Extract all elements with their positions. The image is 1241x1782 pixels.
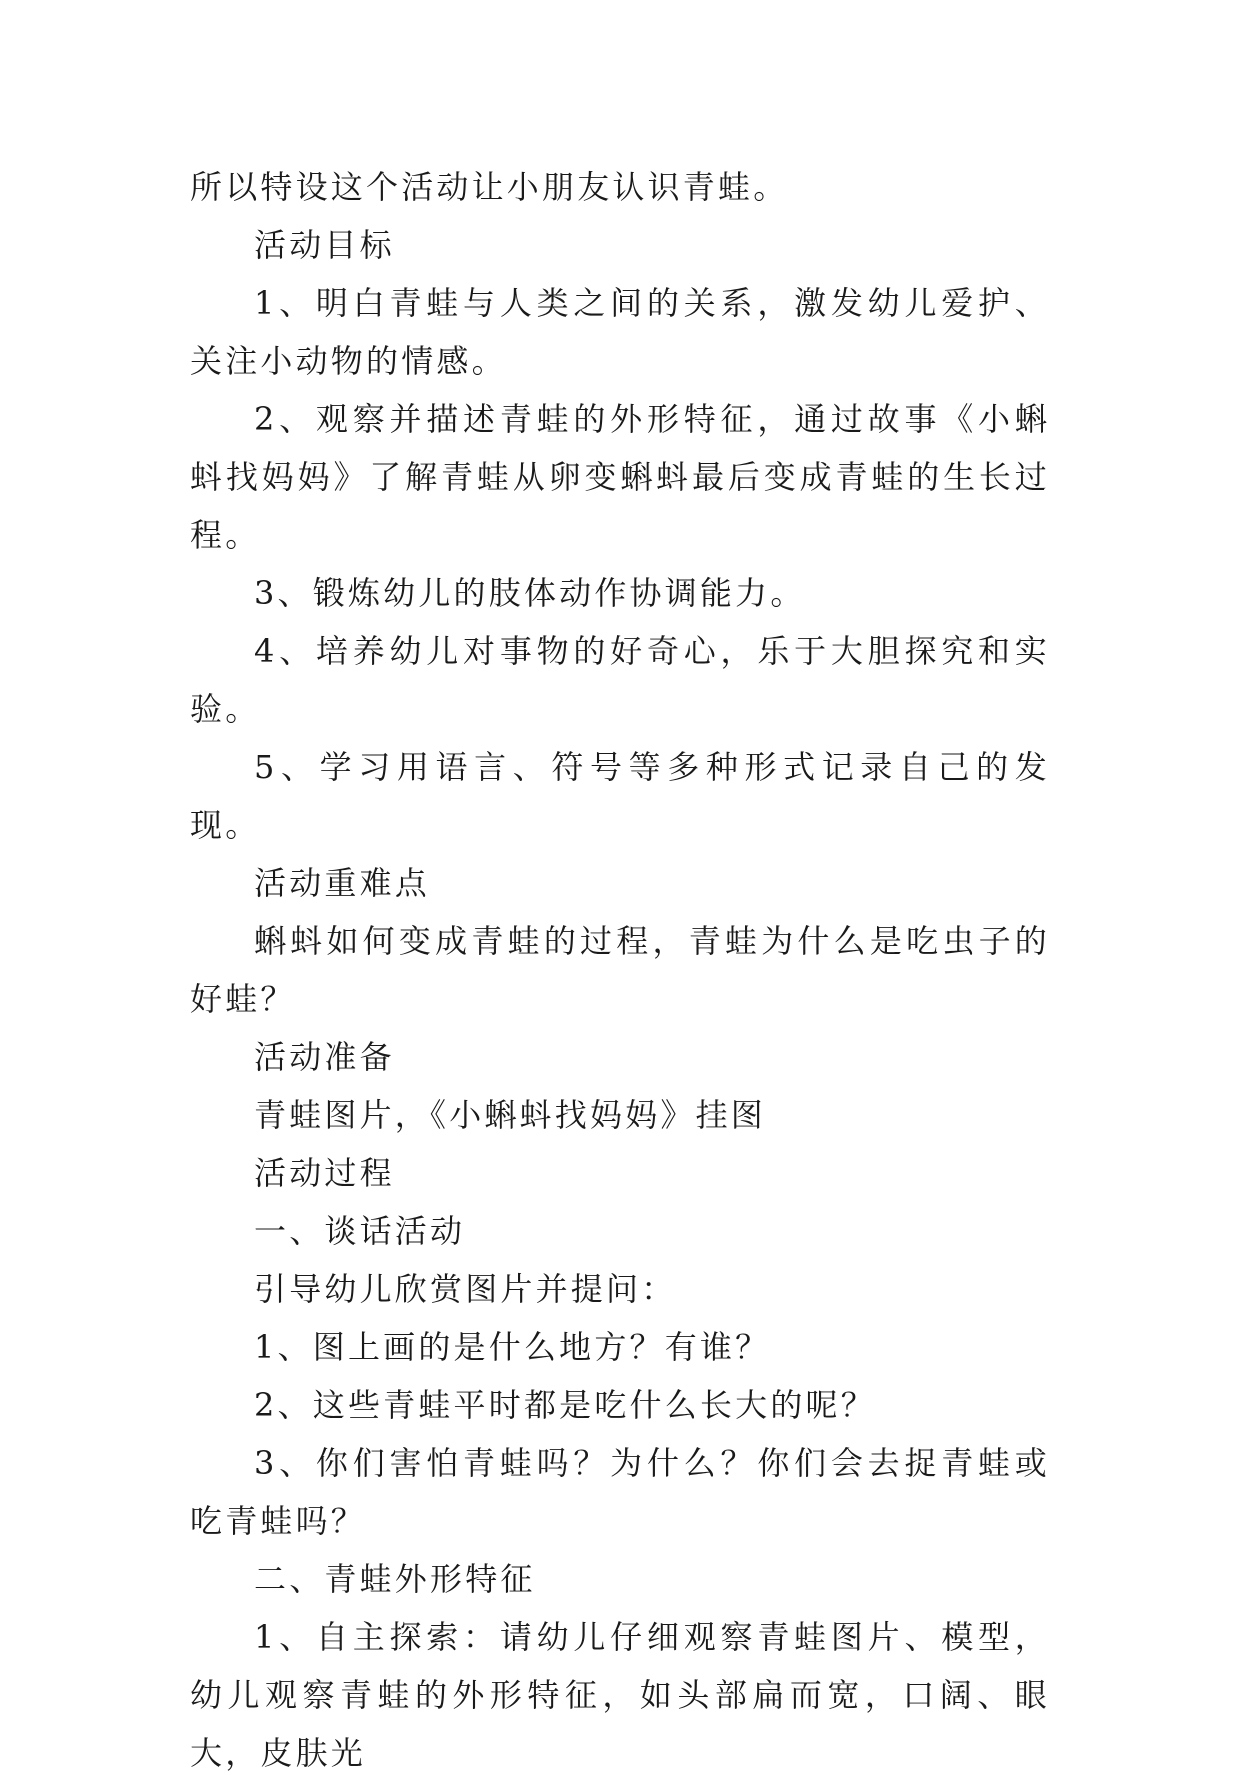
goal-item-2: 2、观察并描述青蛙的外形特征，通过故事《小蝌蚪找妈妈》了解青蛙从卵变蝌蚪最后变成青蛙的生长过程。	[190, 400, 1050, 554]
section-heading-appearance: 二、青蛙外形特征	[254, 1560, 536, 1598]
question-item-1: 1、图上画的是什么地方？有谁？	[254, 1328, 771, 1366]
goal-item-3: 3、锻炼幼儿的肢体动作协调能力。	[254, 574, 806, 612]
heading-process: 活动过程	[254, 1154, 395, 1192]
key-difficulties-text: 蝌蚪如何变成青蛙的过程，青蛙为什么是吃虫子的好蛙？	[190, 922, 1050, 1018]
goal-item-1: 1、明白青蛙与人类之间的关系，激发幼儿爱护、关注小动物的情感。	[190, 284, 1050, 380]
paragraph-intro-end: 所以特设这个活动让小朋友认识青蛙。	[190, 168, 789, 206]
heading-preparation: 活动准备	[254, 1038, 395, 1076]
question-item-3: 3、你们害怕青蛙吗？为什么？你们会去捉青蛙或吃青蛙吗？	[190, 1444, 1050, 1540]
section-heading-talk: 一、谈话活动	[254, 1212, 466, 1250]
document-body	[190, 158, 1050, 1782]
appearance-item-1: 1、自主探索：请幼儿仔细观察青蛙图片、模型，幼儿观察青蛙的外形特征，如头部扁而宽，口阔、眼大，皮肤光	[190, 1618, 1050, 1772]
goal-item-4: 4、培养幼儿对事物的好奇心，乐于大胆探究和实验。	[190, 632, 1050, 728]
heading-activity-goals: 活动目标	[254, 226, 395, 264]
question-item-2: 2、这些青蛙平时都是吃什么长大的呢？	[254, 1386, 876, 1424]
talk-intro-text: 引导幼儿欣赏图片并提问：	[254, 1270, 677, 1308]
heading-key-difficulties: 活动重难点	[254, 864, 431, 902]
preparation-text: 青蛙图片，《小蝌蚪找妈妈》挂图	[254, 1096, 767, 1134]
goal-item-5: 5、学习用语言、符号等多种形式记录自己的发现。	[190, 748, 1050, 844]
